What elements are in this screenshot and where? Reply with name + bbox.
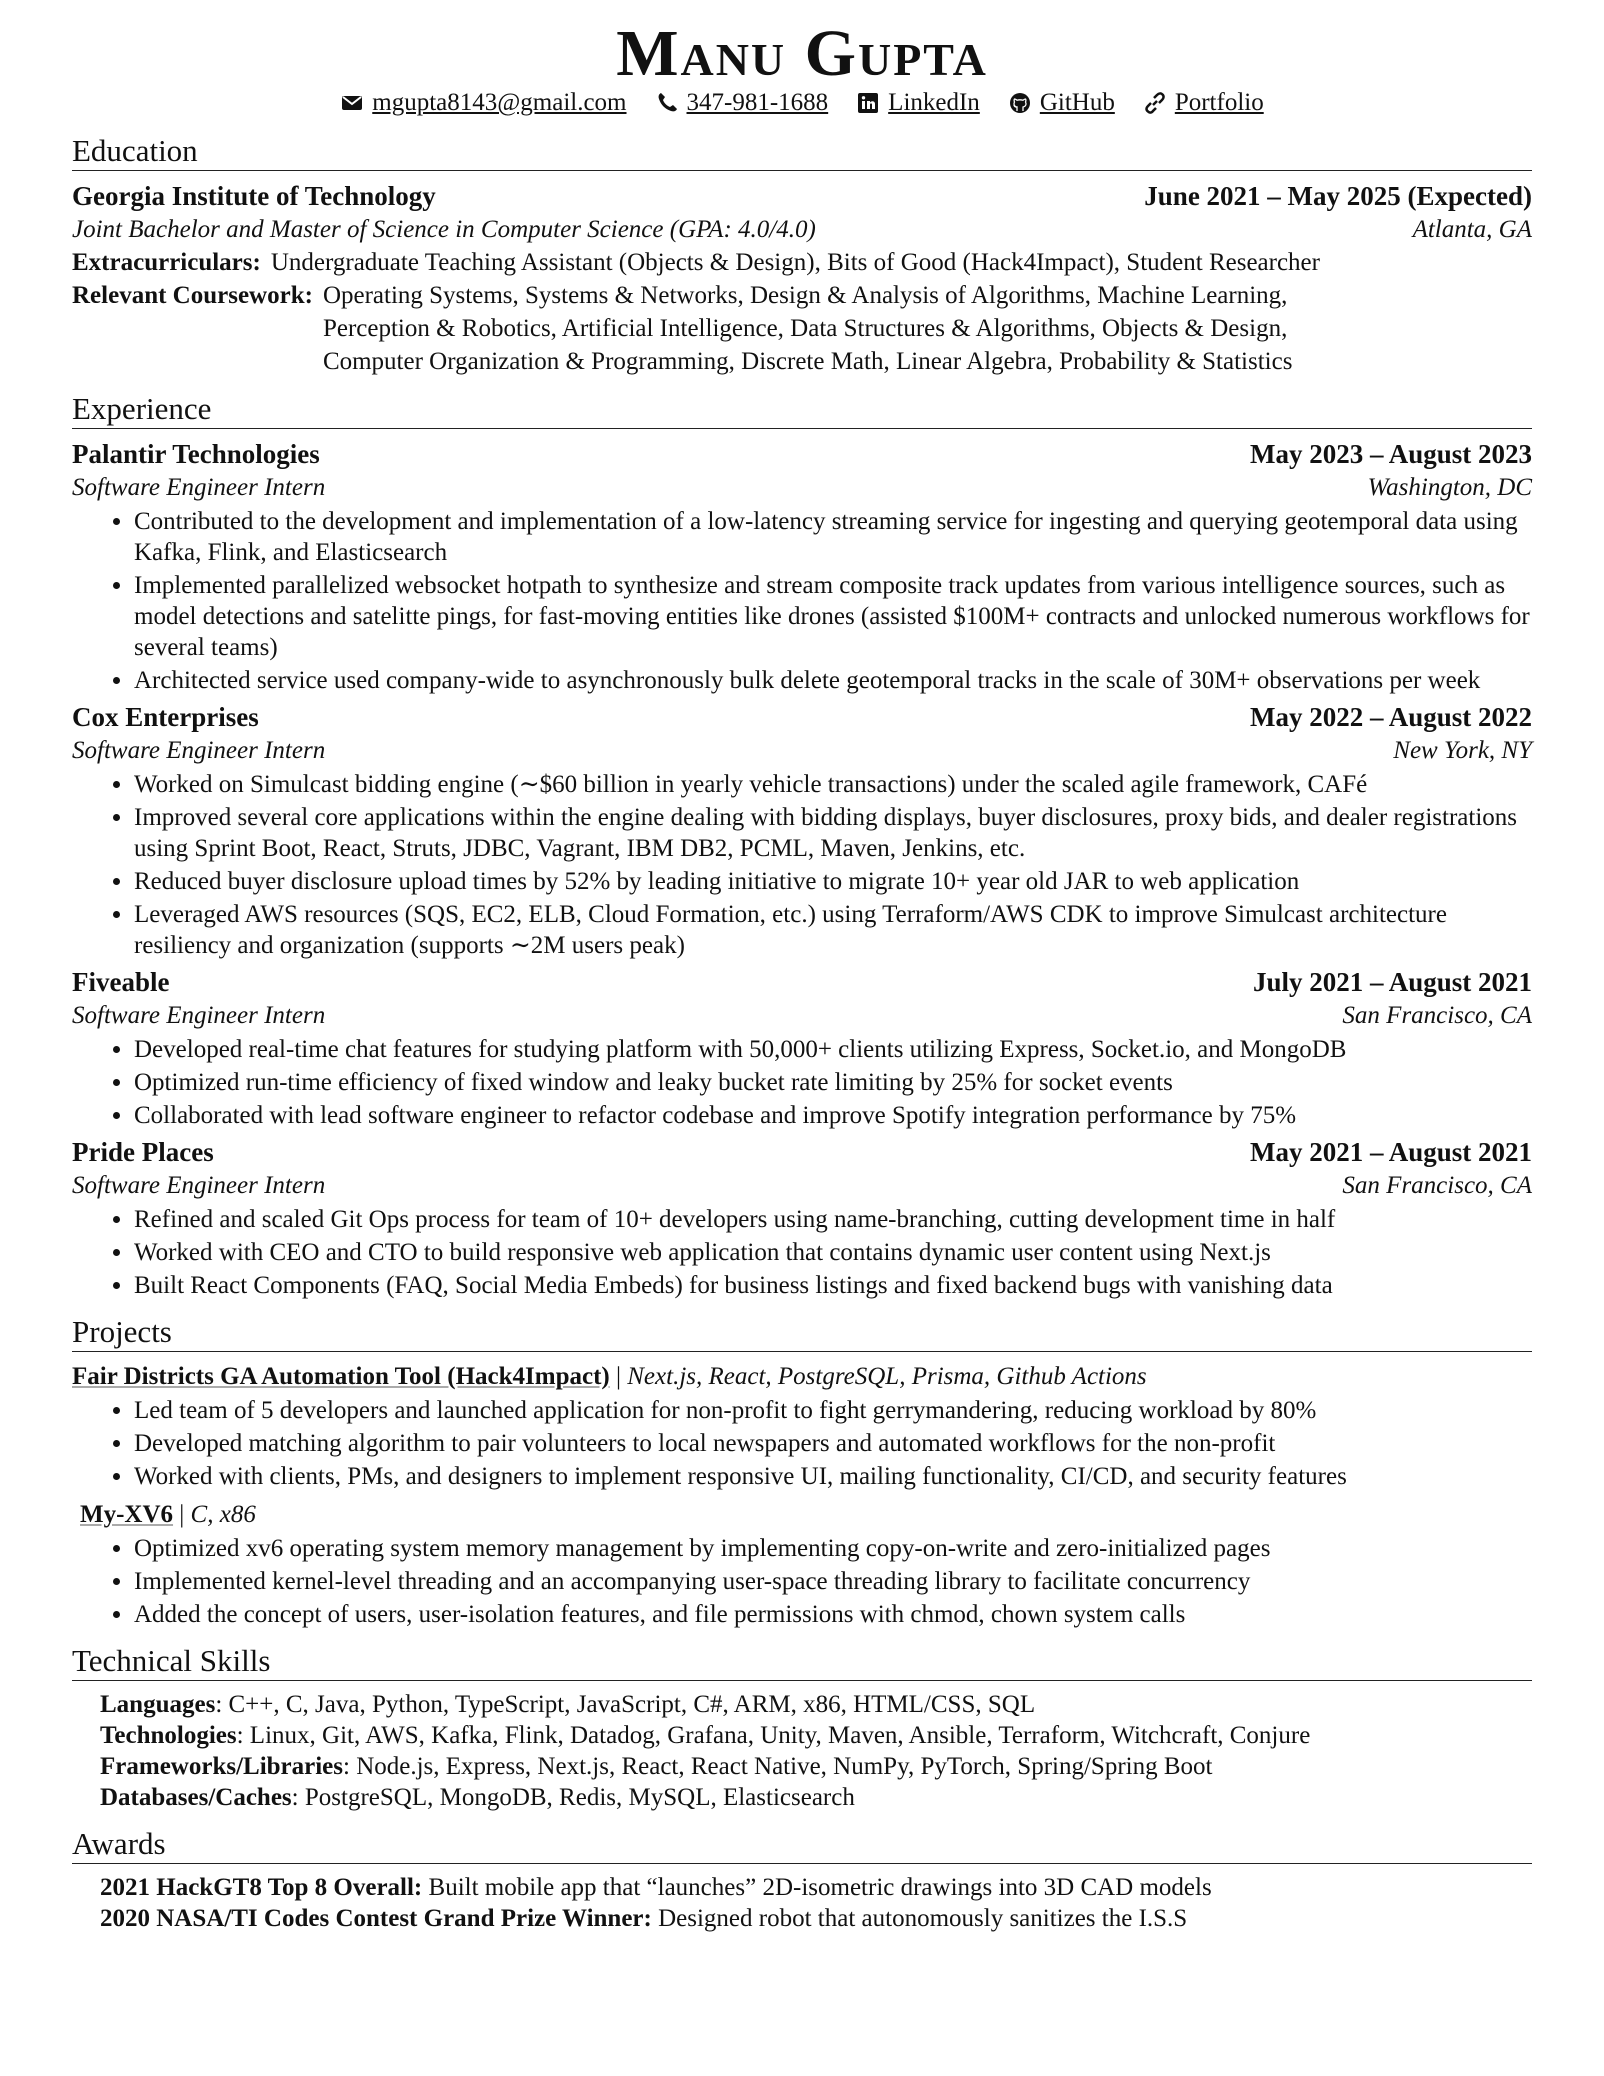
job-role: Software Engineer Intern <box>72 474 326 501</box>
skills-list <box>72 1689 1532 1813</box>
extracurriculars-label: Extracurriculars: <box>72 249 261 276</box>
extracurriculars-row <box>72 246 1532 279</box>
bullet-item: • Worked on Simulcast bidding engine (∼$60 billion in yearly vehicle transactions) under the scaled agile framework, CAFé <box>134 769 1532 800</box>
education-heading: Education <box>72 133 198 168</box>
portfolio-link[interactable]: Portfolio <box>1174 89 1264 116</box>
bullet-item: • Collaborated with lead software engineer to refactor codebase and improve Spotify integration performance by 75% <box>134 1100 1532 1131</box>
company-name: Cox Enterprises <box>72 702 259 732</box>
project-separator: | <box>173 1501 191 1528</box>
job-location: San Francisco, CA <box>1342 1002 1532 1029</box>
skill-row <box>100 1751 1532 1782</box>
section-divider <box>72 1351 1532 1352</box>
coursework-label: Relevant Coursework: <box>72 282 313 309</box>
skill-row <box>100 1782 1532 1813</box>
award-value: Built mobile app that “launches” 2D-isometric drawings into 3D CAD models <box>422 1874 1212 1901</box>
job-entry <box>72 700 1532 961</box>
project-entry <box>72 1360 1532 1492</box>
job-bullets <box>72 1034 1532 1131</box>
job-header-row <box>72 965 1532 999</box>
bullet-item: • Led team of 5 developers and launched application for non-profit to fight gerrymandering, reducing workload by 80% <box>134 1395 1532 1426</box>
github-link[interactable]: GitHub <box>1039 89 1115 116</box>
bullet-item: • Worked with CEO and CTO to build responsive web application that contains dynamic user content using Next.js <box>134 1237 1532 1268</box>
contact-github <box>1008 86 1115 120</box>
phone-link[interactable]: 347-981-1688 <box>686 89 829 116</box>
awards-list <box>72 1872 1532 1934</box>
skill-value: : C++, C, Java, Python, TypeScript, JavaScript, C#, ARM, x86, HTML/CSS, SQL <box>215 1691 1036 1718</box>
education-dates: June 2021 – May 2025 (Expected) <box>1144 181 1532 211</box>
email-link[interactable]: mgupta8143@gmail.com <box>372 89 627 116</box>
job-location: Washington, DC <box>1367 474 1532 501</box>
school-name: Georgia Institute of Technology <box>72 181 436 211</box>
job-role: Software Engineer Intern <box>72 1002 326 1029</box>
linkedin-link[interactable]: LinkedIn <box>888 89 980 116</box>
bullet-item: • Reduced buyer disclosure upload times by 52% by leading initiative to migrate 10+ year old JAR to web application <box>134 866 1532 897</box>
skill-label: Frameworks/Libraries <box>100 1753 344 1780</box>
contact-email <box>340 86 626 120</box>
section-divider <box>72 170 1532 171</box>
envelope-icon <box>340 91 364 115</box>
degree: Joint Bachelor and Master of Science in Computer Science (GPA: 4.0/4.0) <box>72 216 816 243</box>
awards-heading: Awards <box>72 1826 166 1861</box>
project-separator: | <box>609 1363 628 1390</box>
skills-heading: Technical Skills <box>72 1643 271 1678</box>
section-divider <box>72 1863 1532 1864</box>
project-name[interactable]: Fair Districts GA Automation Tool (Hack4Impact) <box>72 1363 610 1390</box>
award-value: Designed robot that autonomously sanitizes the I.S.S <box>651 1905 1188 1932</box>
section-divider <box>72 428 1532 429</box>
skill-row <box>100 1689 1532 1720</box>
job-header-row <box>72 1135 1532 1169</box>
job-dates: May 2021 – August 2021 <box>1249 1137 1532 1167</box>
award-row <box>100 1903 1532 1934</box>
education-school-row <box>72 179 1532 213</box>
contact-portfolio <box>1143 86 1264 120</box>
projects-heading: Projects <box>72 1314 172 1349</box>
job-location: San Francisco, CA <box>1342 1172 1532 1199</box>
company-name: Pride Places <box>72 1137 214 1167</box>
contact-phone <box>655 86 829 120</box>
coursework-line: Computer Organization & Programming, Discrete Math, Linear Algebra, Probability & Statistics <box>322 348 1293 375</box>
job-bullets <box>72 1204 1532 1301</box>
bullet-item: • Developed matching algorithm to pair volunteers to local newspapers and automated workflows for the non-profit <box>134 1428 1532 1459</box>
skill-label: Technologies <box>100 1722 237 1749</box>
skill-label: Languages <box>100 1691 216 1718</box>
section-divider <box>72 1680 1532 1681</box>
job-role-row <box>72 999 1532 1032</box>
project-entry <box>72 1498 1532 1630</box>
job-header-row <box>72 700 1532 734</box>
project-bullets <box>72 1533 1532 1630</box>
bullet-item: • Refined and scaled Git Ops process for team of 10+ developers using name-branching, cutting development time in half <box>134 1204 1532 1235</box>
contact-linkedin <box>856 86 980 120</box>
bullet-item: • Added the concept of users, user-isolation features, and file permissions with chmod, chown system calls <box>134 1599 1532 1630</box>
job-role: Software Engineer Intern <box>72 737 326 764</box>
bullet-item: • Implemented parallelized websocket hotpath to synthesize and stream composite track updates from various intelligence sources, such as model detections and satelitte pings, for fast-moving entities like drones (assisted $100M+ contracts and unlocked numerous workflows for several teams) <box>134 570 1532 663</box>
bullet-item: • Built React Components (FAQ, Social Media Embeds) for business listings and fixed backend bugs with vanishing data <box>134 1270 1532 1301</box>
education-location: Atlanta, GA <box>1412 216 1532 243</box>
skill-value: : Linux, Git, AWS, Kafka, Flink, Datadog, Grafana, Unity, Maven, Ansible, Terraform, Witchcraft, Conjure <box>236 1722 1311 1749</box>
bullet-item: • Contributed to the development and implementation of a low-latency streaming service for ingesting and querying geotemporal data using Kafka, Flink, and Elasticsearch <box>134 506 1532 568</box>
project-header <box>72 1498 1532 1531</box>
job-dates: May 2023 – August 2023 <box>1249 439 1532 469</box>
phone-icon <box>655 91 679 115</box>
job-entry <box>72 965 1532 1131</box>
bullet-item: • Developed real-time chat features for studying platform with 50,000+ clients utilizing Express, Socket.io, and MongoDB <box>134 1034 1532 1065</box>
coursework-row <box>72 279 1532 378</box>
coursework-line: Operating Systems, Systems & Networks, Design & Analysis of Algorithms, Machine Learning, <box>322 282 1288 309</box>
job-role-row <box>72 471 1532 504</box>
bullet-item: • Improved several core applications within the engine dealing with bidding displays, buyer disclosures, proxy bids, and dealer registrations using Sprint Boot, React, Struts, JDBC, Vagrant, IBM DB2, PCML, Maven, Jenkins, etc. <box>134 802 1532 864</box>
candidate-name: Manu Gupta <box>616 17 988 90</box>
linkedin-icon <box>856 91 880 115</box>
skill-value: : Node.js, Express, Next.js, React, React Native, NumPy, PyTorch, Spring/Spring Boot <box>343 1753 1213 1780</box>
bullet-item: • Architected service used company-wide to asynchronously bulk delete geotemporal tracks in the scale of 30M+ observations per week <box>134 665 1532 696</box>
job-location: New York, NY <box>1393 737 1532 764</box>
coursework-line: Perception & Robotics, Artificial Intelligence, Data Structures & Algorithms, Objects & Design, <box>322 315 1288 342</box>
job-dates: May 2022 – August 2022 <box>1249 702 1532 732</box>
skill-row <box>100 1720 1532 1751</box>
contact-bar <box>72 86 1532 120</box>
project-header <box>72 1360 1532 1393</box>
company-name: Fiveable <box>72 967 170 997</box>
company-name: Palantir Technologies <box>72 439 320 469</box>
job-role-row <box>72 1169 1532 1202</box>
job-entry <box>72 437 1532 696</box>
job-dates: July 2021 – August 2021 <box>1252 967 1532 997</box>
extracurriculars-value: Undergraduate Teaching Assistant (Objects & Design), Bits of Good (Hack4Impact), Student Researcher <box>270 249 1320 276</box>
experience-heading: Experience <box>72 391 212 426</box>
project-bullets <box>72 1395 1532 1492</box>
award-label: 2021 HackGT8 Top 8 Overall: <box>100 1874 423 1901</box>
link-icon <box>1143 91 1167 115</box>
education-degree-row <box>72 213 1532 246</box>
bullet-item: • Optimized xv6 operating system memory management by implementing copy-on-write and zero-initialized pages <box>134 1533 1532 1564</box>
job-role: Software Engineer Intern <box>72 1172 326 1199</box>
job-header-row <box>72 437 1532 471</box>
job-bullets <box>72 769 1532 961</box>
project-tech: Next.js, React, PostgreSQL, Prisma, Github Actions <box>627 1363 1147 1390</box>
github-icon <box>1008 91 1032 115</box>
bullet-item: • Worked with clients, PMs, and designers to implement responsive UI, mailing functionality, CI/CD, and security features <box>134 1461 1532 1492</box>
project-name[interactable]: My-XV6 <box>80 1501 174 1528</box>
job-role-row <box>72 734 1532 767</box>
award-label: 2020 NASA/TI Codes Contest Grand Prize Winner: <box>100 1905 652 1932</box>
project-tech: C, x86 <box>190 1501 256 1528</box>
award-row <box>100 1872 1532 1903</box>
bullet-item: • Implemented kernel-level threading and an accompanying user-space threading library to facilitate concurrency <box>134 1566 1532 1597</box>
bullet-item: • Optimized run-time efficiency of fixed window and leaky bucket rate limiting by 25% for socket events <box>134 1067 1532 1098</box>
bullet-item: • Leveraged AWS resources (SQS, EC2, ELB, Cloud Formation, etc.) using Terraform/AWS CDK to improve Simulcast architecture resiliency and organization (supports ∼2M users peak) <box>134 899 1532 961</box>
coursework-lines <box>323 279 1293 378</box>
job-entry <box>72 1135 1532 1301</box>
job-bullets <box>72 506 1532 696</box>
skill-label: Databases/Caches <box>100 1784 292 1811</box>
skill-value: : PostgreSQL, MongoDB, Redis, MySQL, Elasticsearch <box>291 1784 855 1811</box>
